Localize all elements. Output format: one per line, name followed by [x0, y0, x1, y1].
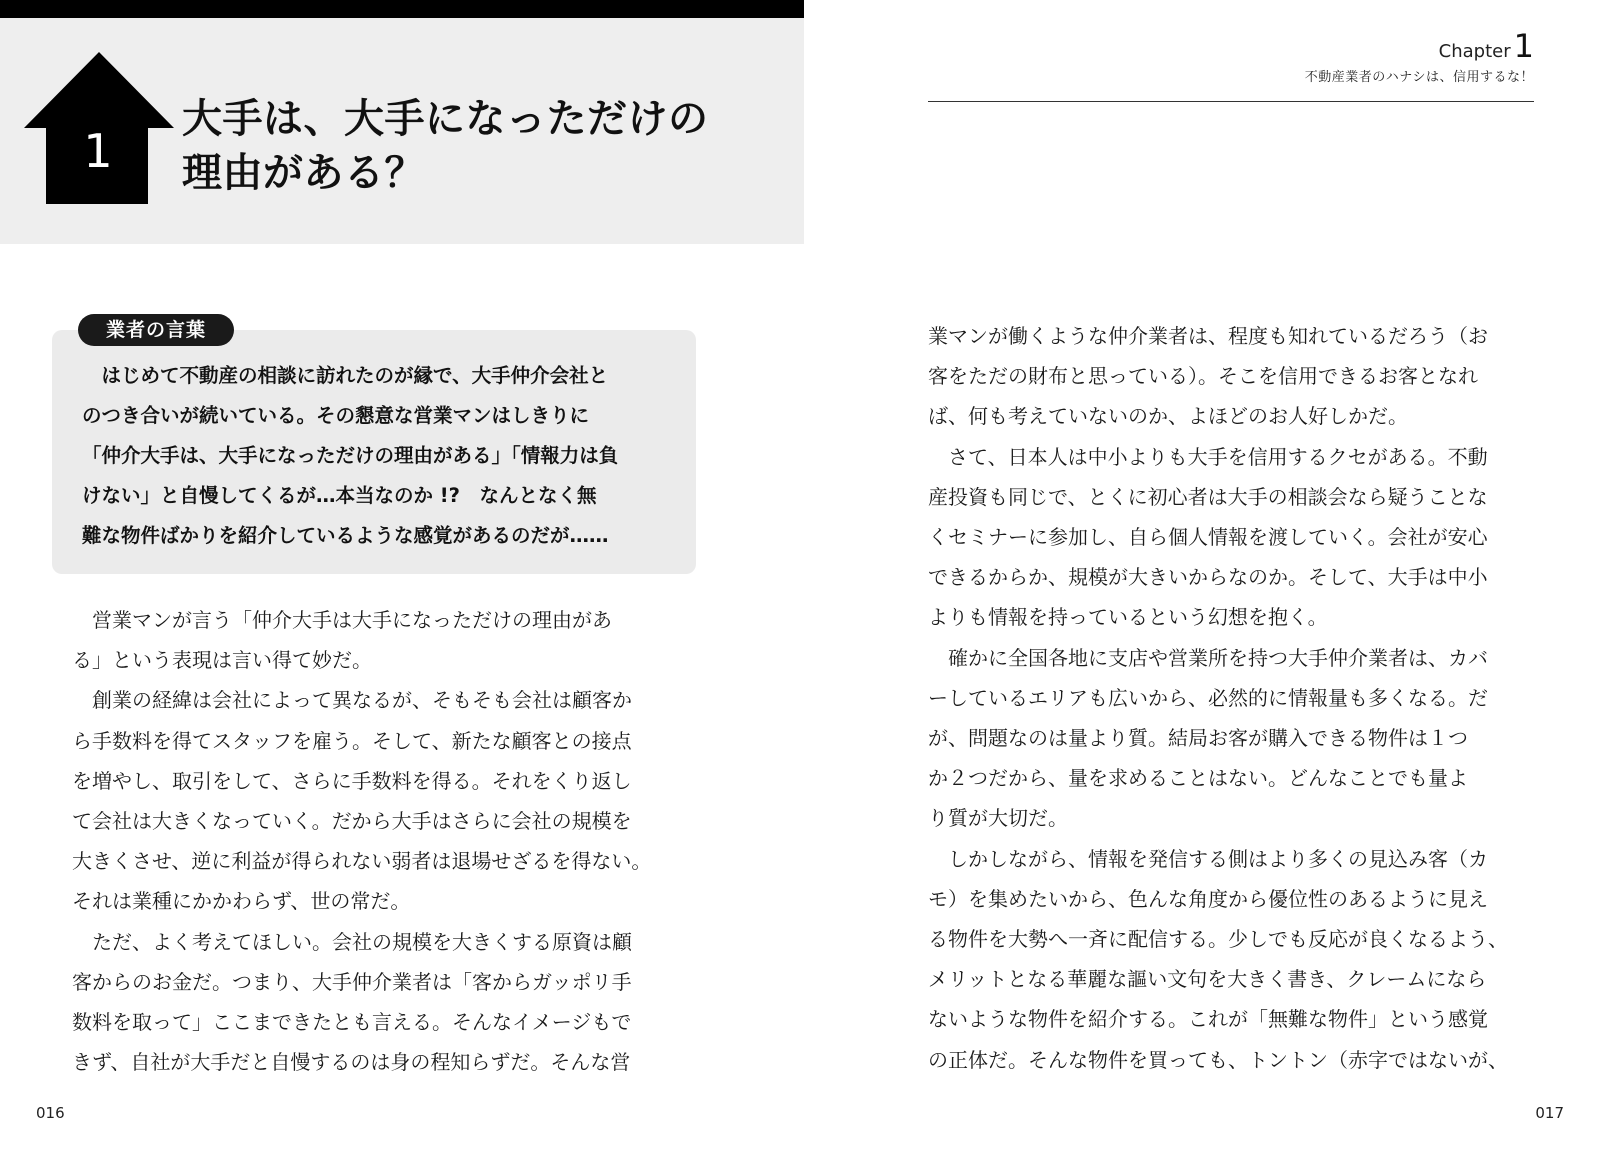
body-line: が、問題なのは量より質。結局お客が購入できる物件は１つ [928, 726, 1468, 751]
body-line: 大きくさせ、逆に利益が得られない弱者は退場せざるを得ない。 [72, 849, 652, 874]
page-number-left: 016 [36, 1104, 65, 1122]
quote-line: けない」と自慢してくるが…本当なのか !? なんとなく無 [82, 484, 597, 507]
body-line: 客をただの財布と思っている）。そこを信用できるお客となれ [928, 364, 1478, 389]
body-line: ただ、よく考えてほしい。会社の規模を大きくする原資は顧 [72, 929, 632, 954]
quote-line: のつき合いが続いている。その懇意な営業マンはしきりに [82, 404, 590, 427]
body-line: 確かに全国各地に支店や営業所を持つ大手仲介業者は、カバ [928, 645, 1488, 670]
chapter-number: 1 [83, 124, 113, 178]
body-line: 産投資も同じで、とくに初心者は大手の相談会なら疑うことな [928, 484, 1488, 509]
body-line: よりも情報を持っているという幻想を抱く。 [928, 605, 1328, 630]
section-title-line: 理由がある？ [182, 150, 425, 196]
body-line: る物件を大勢へ一斉に配信する。少しでも反応が良くなるよう、 [928, 927, 1508, 952]
body-line: 数料を取って」ここまできたとも言える。そんなイメージもで [72, 1010, 632, 1035]
body-line: しかしながら、情報を発信する側はより多くの見込み客（カ [928, 846, 1488, 871]
chapter-word: Chapter [1438, 41, 1511, 62]
chapter-digit: 1 [1513, 27, 1534, 65]
body-line: メリットとなる華麗な謳い文句を大きく書き、クレームになら [928, 967, 1487, 992]
body-line: る」という表現は言い得て妙だ。 [72, 648, 372, 673]
body-line: り質が大切だ。 [928, 806, 1068, 831]
body-line: くセミナーに参加し、自ら個人情報を渡していく。会社が安心 [928, 525, 1488, 550]
quote-line: 難な物件ばかりを紹介しているような感覚があるのだが…… [82, 524, 609, 547]
right-body-text [928, 316, 1568, 1080]
body-line: の正体だ。そんな物件を買っても、トントン（赤字ではないが、 [928, 1047, 1508, 1072]
body-line: きず、自社が大手だと自慢するのは身の程知らずだ。そんな営 [72, 1050, 631, 1075]
body-line: ないような物件を紹介する。これが「無難な物件」という感覚 [928, 1007, 1488, 1032]
body-line: 創業の経緯は会社によって異なるが、そもそも会社は顧客か [72, 688, 632, 713]
quote-label: 業者の言葉 [78, 314, 234, 346]
body-line: さて、日本人は中小よりも大手を信用するクセがある。不動 [928, 444, 1488, 469]
left-body-text [72, 600, 712, 1082]
body-line: それは業種にかかわらず、世の常だ。 [72, 889, 411, 914]
section-title-line: 大手は、大手になっただけの [182, 96, 709, 142]
top-black-bar [0, 0, 804, 18]
header-rule [928, 101, 1534, 102]
body-line: ば、何も考えていないのか、よほどのお人好しかだ。 [928, 404, 1408, 429]
body-line: を増やし、取引をして、さらに手数料を得る。それをくり返し [72, 768, 632, 793]
quote-line: はじめて不動産の相談に訪れたのが縁で、大手仲介会社と [82, 364, 609, 387]
page-number-right: 017 [1535, 1104, 1564, 1122]
body-line: 客からのお金だ。つまり、大手仲介業者は「客からガッポリ手 [72, 969, 632, 994]
section-title [182, 92, 782, 200]
body-line: か２つだから、量を求めることはない。どんなことでも量よ [928, 766, 1468, 791]
body-line: ーしているエリアも広いから、必然的に情報量も多くなる。だ [928, 685, 1488, 710]
running-head [1304, 27, 1534, 85]
body-line: て会社は大きくなっていく。だから大手はさらに会社の規模を [72, 809, 632, 834]
body-line: モ）を集めたいから、色んな角度から優位性のあるように見え [928, 886, 1488, 911]
quote-text [82, 356, 694, 556]
body-line: ら手数料を得てスタッフを雇う。そして、新たな顧客との接点 [72, 728, 632, 753]
body-line: 営業マンが言う「仲介大手は大手になっただけの理由があ [72, 608, 612, 632]
body-line: 業マンが働くような仲介業者は、程度も知れているだろう（お [928, 324, 1488, 348]
body-line: できるからか、規模が大きいからなのか。そして、大手は中小 [928, 565, 1488, 590]
chapter-subtitle: 不動産業者のハナシは、信用するな！ [1304, 70, 1534, 85]
quote-line: 「仲介大手は、大手になっただけの理由がある」「情報力は負 [82, 444, 619, 467]
